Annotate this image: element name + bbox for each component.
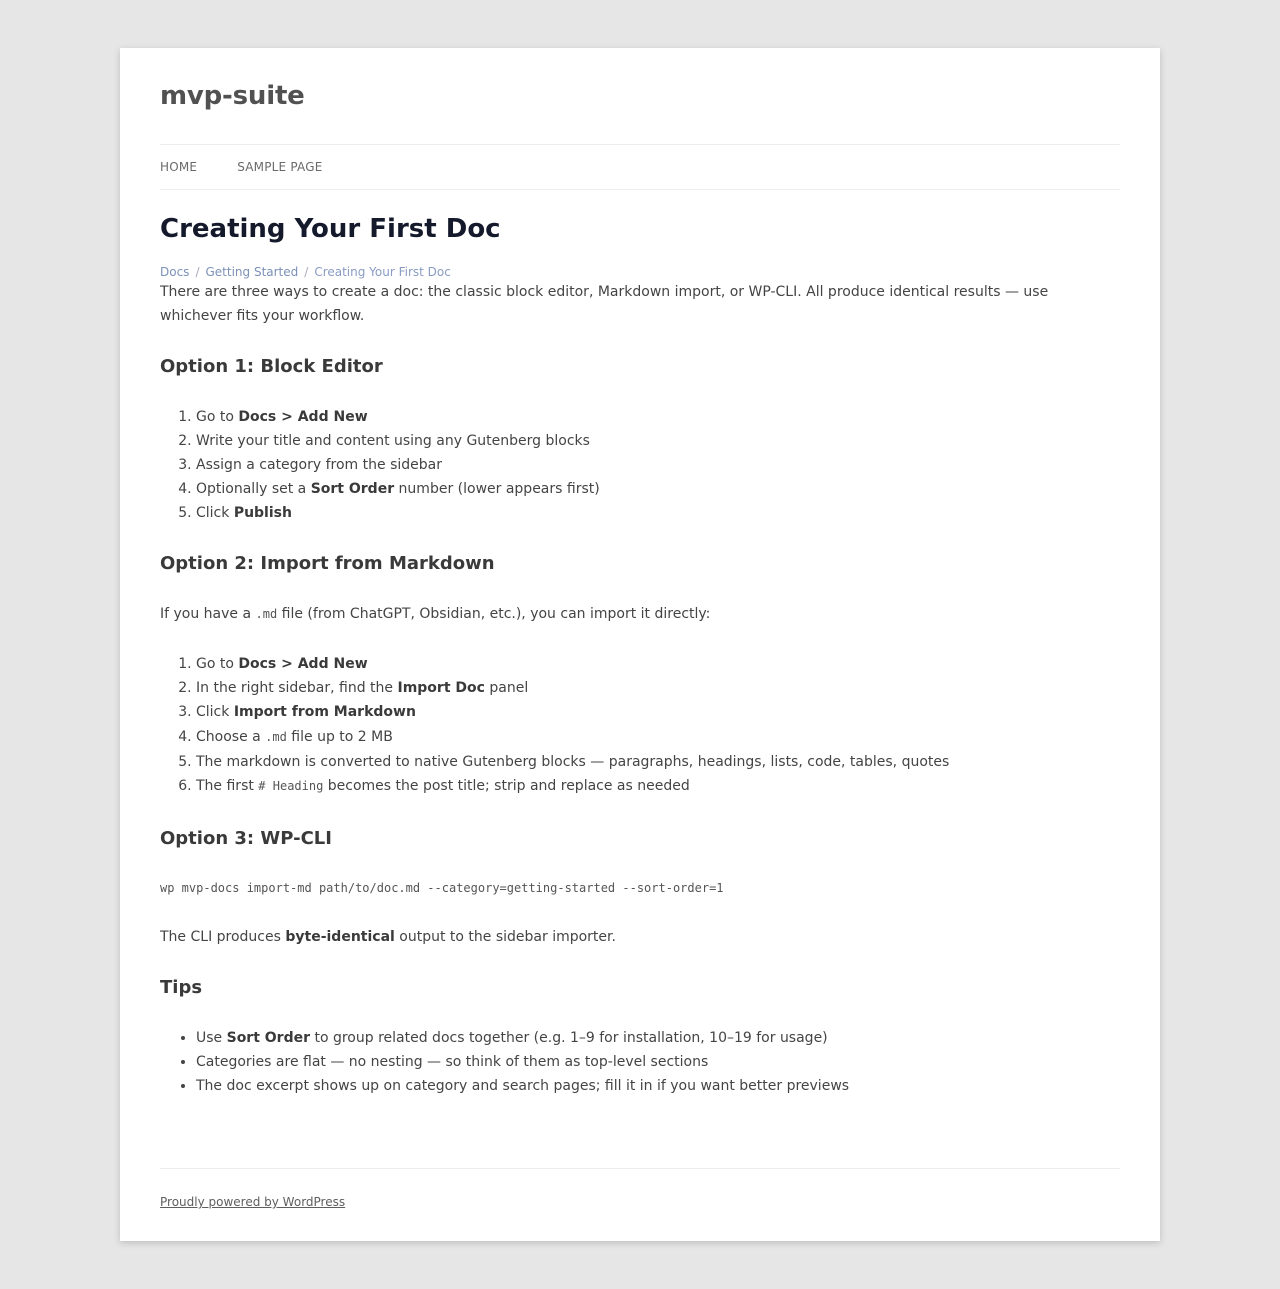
- entry-content: [160, 280, 1120, 1098]
- list-item: [196, 700, 1120, 724]
- step-text: Click: [196, 704, 234, 720]
- step-bold-text: Docs > Add New: [238, 656, 368, 672]
- page-title: Creating Your First Doc: [160, 214, 501, 244]
- list-item: [196, 724, 1120, 750]
- step-bold-text: Publish: [233, 505, 292, 521]
- list-item: [196, 453, 1120, 477]
- breadcrumb-current: Creating Your First Doc: [314, 265, 451, 279]
- breadcrumb-separator: /: [304, 265, 309, 279]
- breadcrumb-separator: /: [195, 265, 200, 279]
- list-item: [196, 676, 1120, 700]
- powered-by-wordpress-link[interactable]: Proudly powered by WordPress: [160, 1195, 346, 1209]
- step-text: number (lower appears first): [394, 481, 600, 497]
- option1-heading: Option 1: Block Editor: [160, 356, 383, 377]
- tip-text: Categories are flat — no nesting — so think of them as top-level sections: [196, 1054, 709, 1070]
- list-item: [196, 774, 1120, 798]
- step-bold-text: Import from Markdown: [233, 704, 416, 720]
- tip-text: Use: [196, 1030, 227, 1046]
- tip-bold-text: Sort Order: [226, 1030, 311, 1046]
- list-item: [196, 429, 1120, 453]
- inline-code: # Heading: [258, 779, 324, 793]
- list-item: [196, 405, 1120, 429]
- paragraph-text: The CLI produces: [160, 929, 286, 945]
- site-header: [160, 48, 1120, 144]
- cli-command-code-block: wp mvp-docs import-md path/to/doc.md --category=getting-started --sort-order=1: [160, 881, 724, 895]
- step-text: Write your title and content using any Gutenberg blocks: [196, 433, 590, 449]
- step-text: The first: [196, 778, 259, 794]
- option2-steps: [160, 652, 1120, 798]
- step-text: file up to 2 MB: [286, 729, 393, 745]
- breadcrumb: [160, 264, 1120, 280]
- list-item: [196, 652, 1120, 676]
- paragraph-text: output to the sidebar importer.: [394, 929, 616, 945]
- bold-text: byte-identical: [285, 929, 395, 945]
- step-text: Go to: [196, 656, 239, 672]
- tip-text: to group related docs together (e.g. 1–9 for installation, 10–19 for usage): [310, 1030, 828, 1046]
- paragraph-text: file (from ChatGPT, Obsidian, etc.), you can import it directly:: [277, 606, 711, 622]
- step-bold-text: Sort Order: [310, 481, 395, 497]
- tip-text: The doc excerpt shows up on category and search pages; fill it in if you want better previews: [196, 1078, 850, 1094]
- page-container: [120, 48, 1160, 1241]
- paragraph-text: If you have a: [160, 606, 256, 622]
- list-item: [196, 1026, 1120, 1050]
- step-text: Assign a category from the sidebar: [196, 457, 442, 473]
- option3-note: [160, 925, 1120, 949]
- step-bold-text: Docs > Add New: [238, 409, 368, 425]
- step-text: becomes the post title; strip and replace as needed: [323, 778, 690, 794]
- nav-item-sample-page[interactable]: SAMPLE PAGE: [237, 160, 323, 174]
- list-item: [196, 1050, 1120, 1074]
- tips-list: [160, 1026, 1120, 1098]
- step-text: Optionally set a: [196, 481, 311, 497]
- step-text: panel: [484, 680, 529, 696]
- site-footer: [160, 1168, 1120, 1209]
- breadcrumb-link-docs[interactable]: Docs: [160, 265, 190, 279]
- intro-paragraph: There are three ways to create a doc: the classic block editor, Markdown import, or WP-CLI. All produce identical results — use whichever fits your workflow.: [160, 284, 1049, 324]
- option3-heading: Option 3: WP-CLI: [160, 828, 332, 849]
- list-item: [196, 477, 1120, 501]
- site-title-link[interactable]: mvp-suite: [160, 81, 305, 111]
- list-item: [196, 501, 1120, 525]
- list-item: [196, 1074, 1120, 1098]
- option2-heading: Option 2: Import from Markdown: [160, 553, 495, 574]
- nav-item-home[interactable]: HOME: [160, 160, 198, 174]
- inline-code: .md: [255, 607, 278, 621]
- step-text: In the right sidebar, find the: [196, 680, 398, 696]
- step-text: Go to: [196, 409, 239, 425]
- inline-code: .md: [265, 730, 287, 744]
- step-text: The markdown is converted to native Gutenberg blocks — paragraphs, headings, lists, code, tables, quotes: [196, 754, 950, 770]
- option1-steps: [160, 405, 1120, 525]
- tips-heading: Tips: [160, 977, 203, 998]
- step-text: Choose a: [196, 729, 266, 745]
- main-navigation: [160, 144, 1120, 190]
- option2-intro: [160, 602, 1120, 626]
- breadcrumb-link-getting-started[interactable]: Getting Started: [205, 265, 299, 279]
- step-bold-text: Import Doc: [397, 680, 485, 696]
- step-text: Click: [196, 505, 234, 521]
- list-item: [196, 750, 1120, 774]
